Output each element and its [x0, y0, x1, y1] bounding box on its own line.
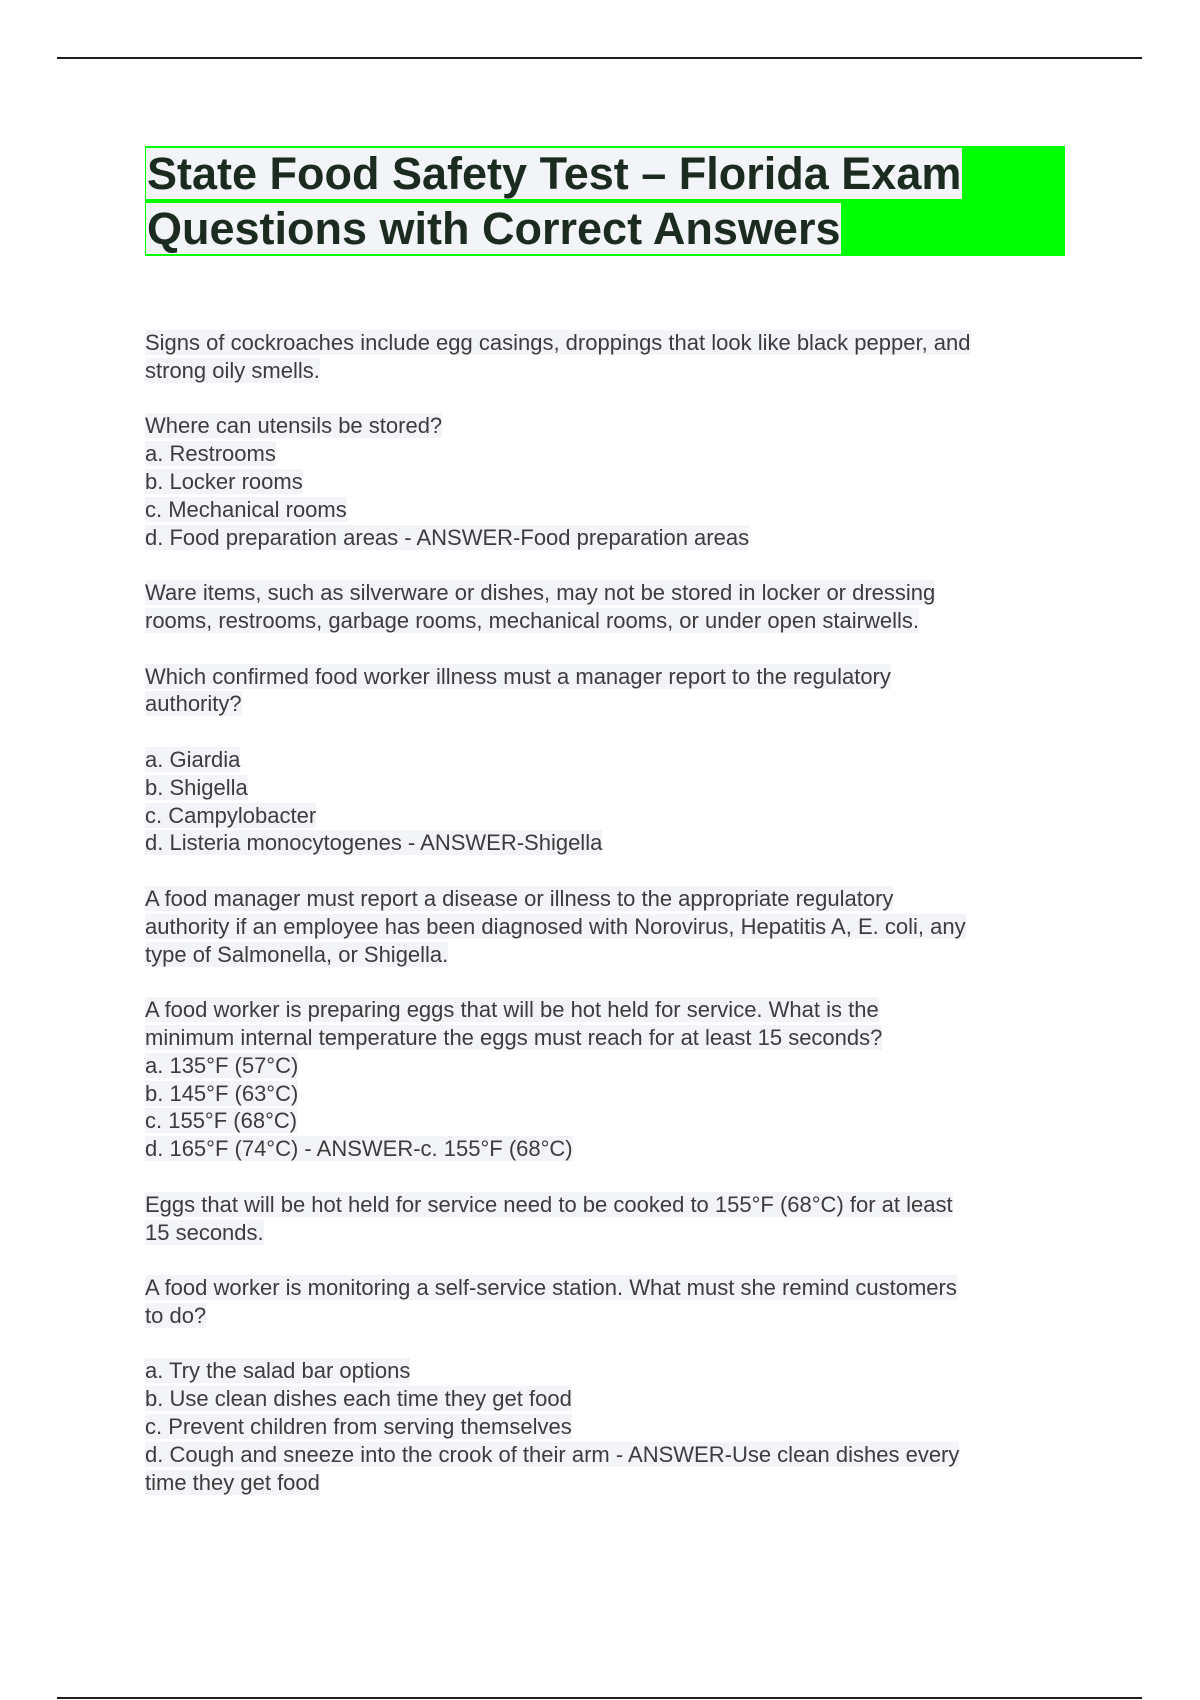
paragraph-egg-cooking: Eggs that will be hot held for service need to be cooked to 155°F (68°C) for at least 15 seconds. — [145, 1191, 953, 1245]
document-title — [145, 146, 1065, 256]
question-self-service: A food worker is monitoring a self-service station. What must she remind customers to do? — [145, 1275, 957, 1328]
question-utensil-storage: Where can utensils be stored? a. Restrooms b. Locker rooms c. Mechanical rooms d. Food preparation areas - ANSWER-Food preparation areas — [145, 413, 750, 550]
paragraph-ware-items: Ware items, such as silverware or dishes, may not be stored in locker or dressing rooms, restrooms, garbage rooms, mechanical rooms, or under open stairwells. — [145, 580, 936, 633]
title-line: Questions with Correct Answers — [145, 201, 1065, 256]
title-line: State Food Safety Test – Florida Exam — [145, 146, 1065, 201]
footer-rule — [57, 1697, 1142, 1699]
paragraph-cockroach-signs: Signs of cockroaches include egg casings, droppings that look like black pepper, and strong oily smells. — [145, 330, 971, 383]
document-body — [145, 329, 1065, 1524]
paragraph-manager-reporting: A food manager must report a disease or illness to the appropriate regulatory authority if an employee has been diagnosed with Norovirus, Hepatitis A, E. coli, any type of Salmonella, or Shigella. — [145, 885, 966, 967]
question-egg-temperature: A food worker is preparing eggs that will be hot held for service. What is the minimum internal temperature the eggs must reach for at least 15 seconds? a. 135°F (57°C) b. 145°F (63°C) c. 155°F (68°C) d. 165°F (74°C) - ANSWER-c. 155°F (68°C) — [145, 997, 883, 1162]
header-rule — [57, 57, 1142, 59]
answers-reportable-illness: a. Giardia b. Shigella c. Campylobacter d. Listeria monocytogenes - ANSWER-Shigella — [145, 746, 603, 856]
question-reportable-illness: Which confirmed food worker illness must a manager report to the regulatory authority? — [145, 663, 891, 717]
answers-self-service: a. Try the salad bar options b. Use clean dishes each time they get food c. Prevent children from serving themselves d. Cough and sneeze into the crook of their arm - ANSWER-Use clean dishes every time they get food — [145, 1358, 960, 1495]
